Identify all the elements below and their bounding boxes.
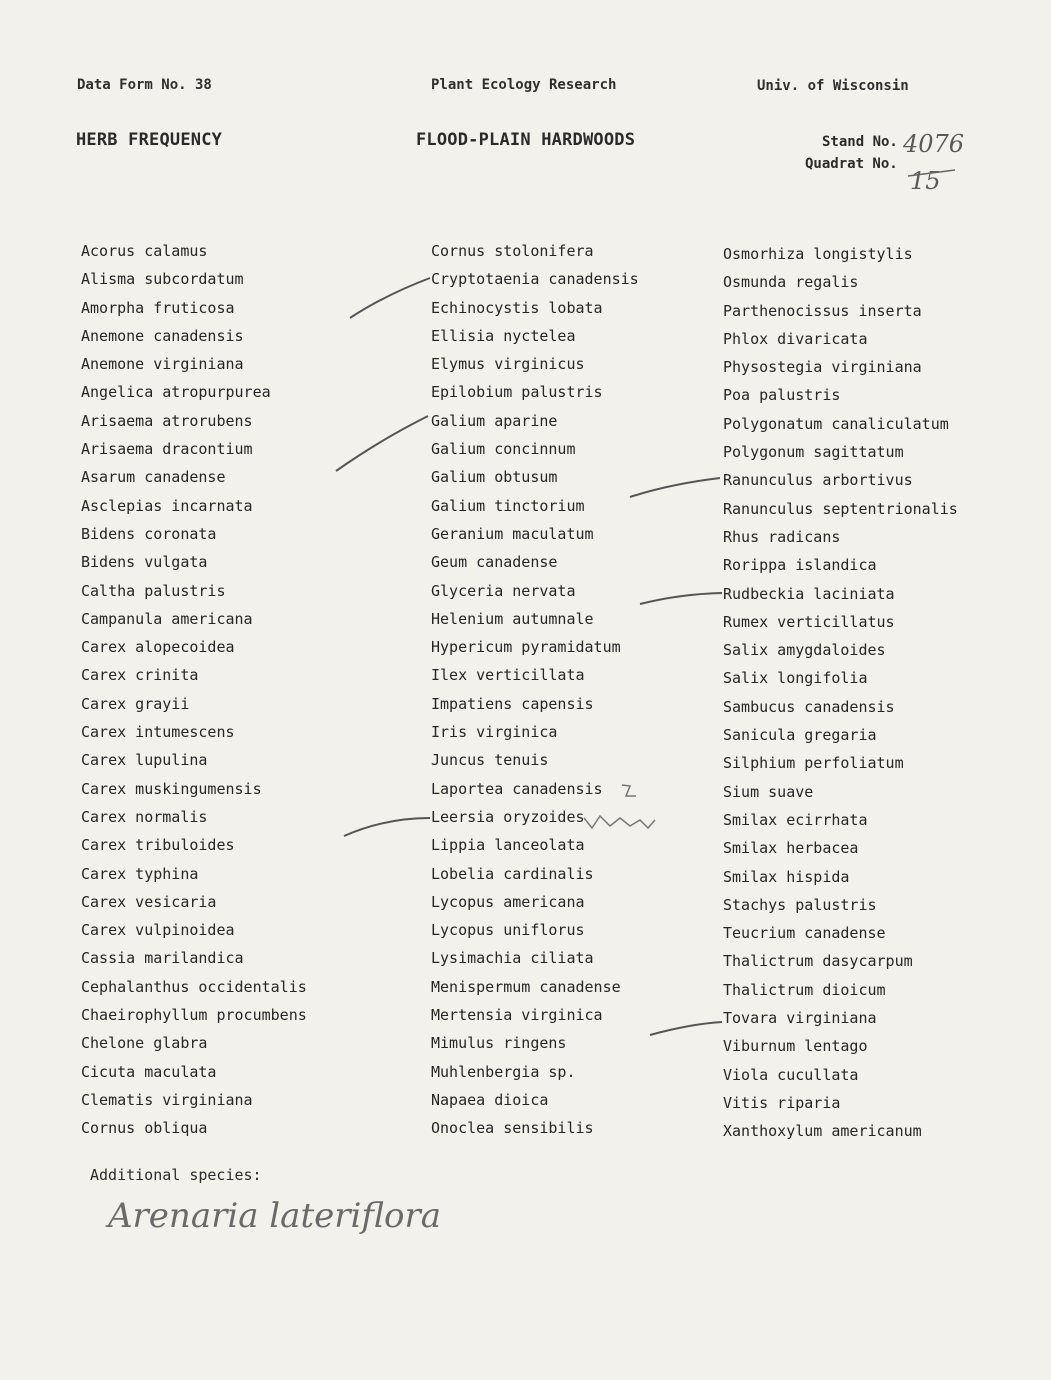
species-item: Alisma subcordatum [81, 270, 244, 289]
species-item: Rhus radicans [723, 527, 841, 546]
species-item: Menispermum canadense [431, 977, 621, 996]
additional-species-handwritten: Arenaria lateriflora [108, 1196, 442, 1236]
species-item: Helenium autumnale [431, 609, 594, 628]
species-item: Parthenocissus inserta [723, 301, 922, 320]
species-item: Acorus calamus [81, 242, 208, 260]
species-item: Echinocystis lobata [431, 298, 603, 317]
species-item: Osmunda regalis [723, 273, 859, 292]
species-item: Galium aparine [431, 411, 558, 430]
species-item: Elymus virginicus [431, 355, 585, 374]
species-item: Tovara virginiana [723, 1009, 877, 1028]
species-item: Mimulus ringens [431, 1034, 567, 1053]
species-item: Carex alopecoidea [81, 638, 235, 657]
species-item: Arisaema atrorubens [81, 411, 253, 430]
species-item: Geranium maculatum [431, 524, 594, 543]
species-item: Lycopus americana [431, 892, 585, 911]
scribble-mark-laportea [622, 785, 636, 796]
species-item: Laportea canadensis [431, 779, 603, 798]
species-item: Carex normalis [81, 807, 208, 826]
species-item: Juncus tenuis [431, 751, 549, 770]
species-item: Impatiens capensis [431, 694, 594, 713]
species-item: Salix amygdaloides [723, 641, 886, 660]
check-mark-rudbeckia [640, 593, 722, 604]
species-item: Galium tinctorium [431, 496, 585, 515]
species-item: Osmorhiza longistylis [723, 245, 913, 263]
stand-value: 4076 [903, 130, 965, 158]
quadrat-label: Quadrat No. [805, 156, 898, 172]
species-item: Onoclea sensibilis [431, 1119, 594, 1138]
species-item: Asclepias incarnata [81, 496, 253, 515]
species-item: Cornus obliqua [81, 1119, 208, 1138]
species-item: Galium concinnum [431, 440, 576, 459]
form-number: Data Form No. 38 [77, 77, 212, 93]
species-item: Carex lupulina [81, 751, 208, 770]
species-item: Chelone glabra [81, 1034, 208, 1053]
species-item: Napaea dioica [431, 1090, 549, 1109]
species-item: Rumex verticillatus [723, 612, 895, 631]
scribble-mark-leersia [584, 816, 655, 828]
species-item: Xanthoxylum americanum [723, 1122, 922, 1141]
check-mark-cryptotaenia [350, 278, 430, 318]
species-item: Mertensia virginica [431, 1006, 603, 1025]
species-item: Cornus stolonifera [431, 242, 594, 260]
species-item: Campanula americana [81, 609, 253, 628]
form-title: HERB FREQUENCY [76, 130, 223, 150]
species-item: Galium obtusum [431, 468, 558, 487]
species-item: Chaeirophyllum procumbens [81, 1006, 307, 1025]
species-item: Smilax herbacea [723, 839, 859, 858]
species-item: Cicuta maculata [81, 1062, 217, 1081]
species-item: Ranunculus arbortivus [723, 471, 913, 490]
species-item: Thalictrum dioicum [723, 980, 886, 999]
species-item: Viola cucullata [723, 1065, 859, 1084]
quadrat-underline [908, 170, 955, 176]
species-item: Asarum canadense [81, 468, 226, 487]
species-item: Carex tribuloides [81, 836, 235, 855]
university: Univ. of Wisconsin [757, 78, 909, 94]
species-item: Arisaema dracontium [81, 440, 253, 459]
species-item: Lippia lanceolata [431, 836, 585, 855]
species-item: Carex vulpinoidea [81, 921, 235, 940]
quadrat-value: 15 [910, 167, 941, 195]
species-item: Anemone canadensis [81, 326, 244, 345]
species-item: Ilex verticillata [431, 666, 585, 685]
species-item: Physostegia virginiana [723, 358, 922, 377]
species-item: Silphium perfoliatum [723, 754, 904, 773]
species-item: Stachys palustris [723, 895, 877, 914]
species-item: Carex intumescens [81, 723, 235, 742]
species-item: Carex vesicaria [81, 892, 217, 911]
species-item: Muhlenbergia sp. [431, 1062, 576, 1081]
species-item: Carex grayii [81, 694, 190, 713]
species-item: Smilax hispida [723, 867, 850, 886]
species-item: Rorippa islandica [723, 556, 877, 575]
species-item: Amorpha fruticosa [81, 298, 235, 317]
organization: Plant Ecology Research [431, 77, 617, 93]
species-item: Clematis virginiana [81, 1090, 253, 1109]
species-item: Cephalanthus occidentalis [81, 977, 307, 996]
species-item: Poa palustris [723, 386, 841, 405]
check-mark-tovara [650, 1022, 722, 1035]
species-item: Polygonatum canaliculatum [723, 414, 949, 433]
check-mark-galium-aparine [336, 416, 428, 471]
species-item: Bidens vulgata [81, 553, 208, 572]
species-item: Cassia marilandica [81, 949, 244, 968]
species-item: Ellisia nyctelea [431, 326, 576, 345]
species-item: Sanicula gregaria [723, 726, 877, 745]
species-item: Epilobium palustris [431, 383, 603, 402]
species-item: Bidens coronata [81, 524, 217, 543]
species-item: Thalictrum dasycarpum [723, 952, 913, 971]
species-item: Hypericum pyramidatum [431, 638, 621, 657]
species-item: Lobelia cardinalis [431, 864, 594, 883]
species-item: Lysimachia ciliata [431, 949, 594, 968]
species-item: Rudbeckia laciniata [723, 584, 895, 603]
species-item: Anemone virginiana [81, 355, 244, 374]
species-item: Vitis riparia [723, 1093, 841, 1112]
species-item: Iris virginica [431, 723, 558, 742]
species-item: Smilax ecirrhata [723, 810, 868, 829]
species-item: Sium suave [723, 782, 814, 801]
species-item: Sambucus canadensis [723, 697, 895, 716]
stand-label: Stand No. [822, 134, 898, 150]
species-item: Salix longifolia [723, 669, 868, 688]
habitat-title: FLOOD-PLAIN HARDWOODS [416, 130, 636, 150]
species-item: Geum canadense [431, 553, 558, 572]
species-item: Cryptotaenia canadensis [431, 270, 639, 289]
check-mark-leersia [344, 818, 430, 836]
species-item: Phlox divaricata [723, 329, 868, 348]
species-item: Ranunculus septentrionalis [723, 499, 958, 518]
species-item: Viburnum lentago [723, 1037, 868, 1056]
species-item: Angelica atropurpurea [81, 383, 271, 402]
species-item: Carex typhina [81, 864, 199, 883]
species-item: Carex crinita [81, 666, 199, 685]
species-item: Glyceria nervata [431, 581, 576, 600]
species-item: Leersia oryzoides [431, 807, 585, 826]
additional-species-label: Additional species: [90, 1166, 262, 1184]
species-item: Carex muskingumensis [81, 779, 262, 798]
species-item: Polygonum sagittatum [723, 443, 904, 462]
check-mark-ranunculus [630, 478, 720, 497]
species-item: Caltha palustris [81, 581, 226, 600]
species-item: Lycopus uniflorus [431, 921, 585, 940]
species-item: Teucrium canadense [723, 924, 886, 943]
